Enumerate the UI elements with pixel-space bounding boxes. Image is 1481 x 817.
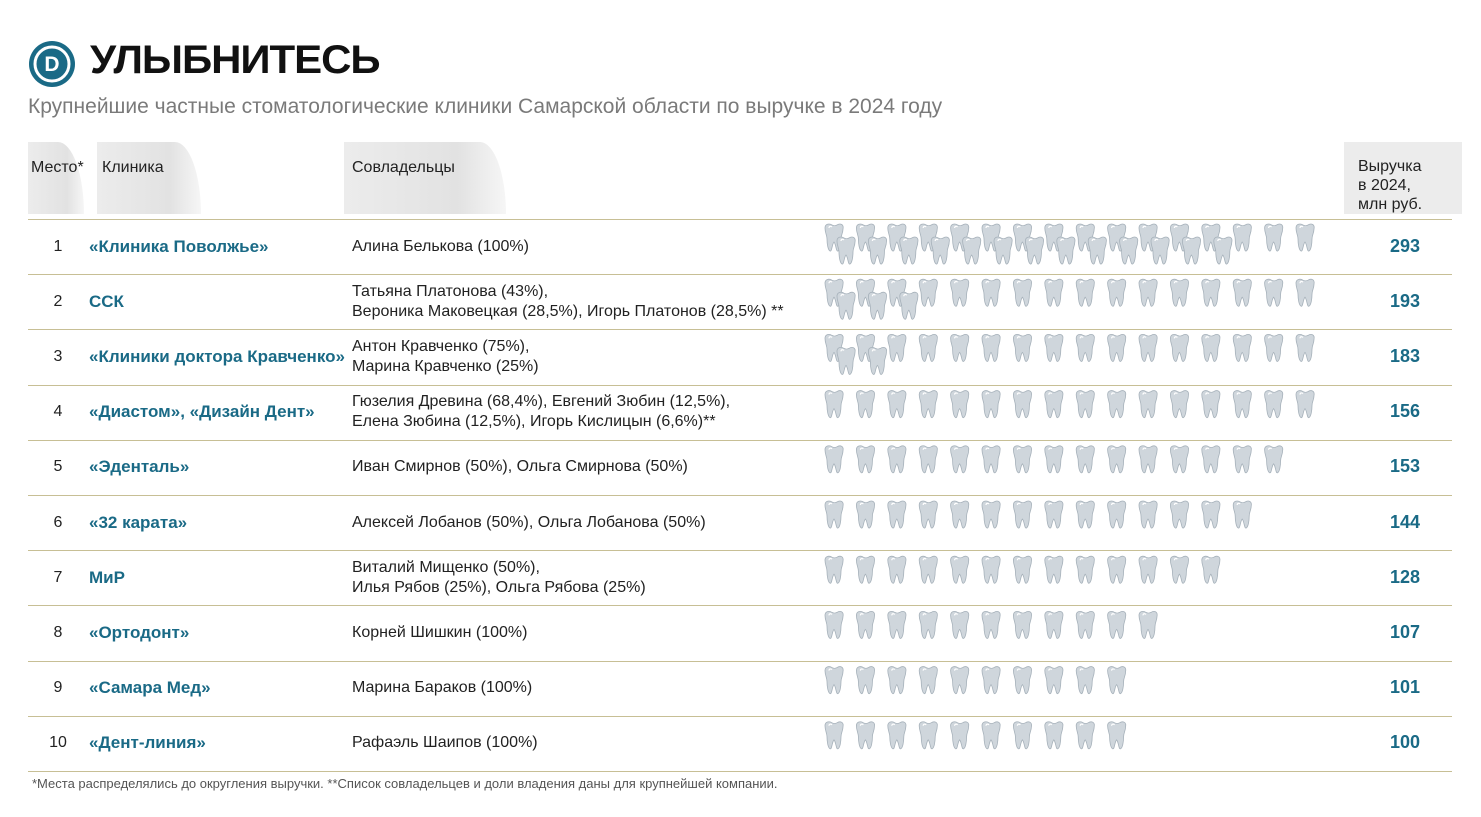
tooth-icon	[951, 279, 969, 306]
tooth-icon	[888, 334, 906, 361]
tooth-icon	[919, 446, 937, 473]
tooth-icon	[868, 347, 886, 374]
tooth-icon	[1170, 501, 1188, 528]
tooth-icon	[1202, 446, 1220, 473]
tooth-icon	[1170, 279, 1188, 306]
tooth-icon	[1013, 667, 1031, 694]
tooth-icon	[1013, 611, 1031, 638]
tooth-icon	[919, 334, 937, 361]
tooth-icon	[1013, 391, 1031, 418]
tooth-icon	[1045, 334, 1063, 361]
footnote: *Места распределялись до округления выручки. **Список совладельцев и доли владения даны для крупнейшей компании.	[32, 776, 778, 791]
tooth-icon	[1233, 501, 1251, 528]
tooth-icon	[888, 667, 906, 694]
owner-line: Рафаэль Шаипов (100%)	[352, 734, 538, 752]
tooth-icon	[868, 237, 886, 264]
tooth-icon	[919, 667, 937, 694]
column-header-place: Место*	[31, 159, 84, 176]
row-revenue-value: 128	[1389, 566, 1420, 587]
tooth-icon	[951, 334, 969, 361]
row-place: 5	[53, 458, 63, 476]
tooth-icon	[888, 556, 906, 583]
column-header-clinic: Клиника	[102, 159, 164, 176]
row-place: 9	[53, 679, 63, 697]
tooth-icon	[1151, 237, 1169, 264]
tooth-icon	[1202, 334, 1220, 361]
row-revenue-value: 193	[1389, 290, 1420, 311]
column-header-revenue: Выручка в 2024, млн руб.	[1358, 158, 1423, 213]
row-revenue-value: 107	[1389, 622, 1420, 642]
tooth-icon	[888, 391, 906, 418]
owner-line: Гюзелия Древина (68,4%), Евгений Зюбин (12,5%),	[352, 393, 731, 411]
owner-line: Елена Зюбина (12,5%), Игорь Кислицын (6,6%)**	[352, 413, 716, 431]
tooth-icon	[1202, 391, 1220, 418]
tooth-icon	[888, 722, 906, 749]
tooth-icon	[1108, 391, 1126, 418]
tooth-icon	[1296, 391, 1314, 418]
tooth-icon	[1202, 556, 1220, 583]
page-subtitle: Крупнейшие частные стоматологические клиники Самарской области по выручке в 2024 году	[28, 95, 943, 118]
tooth-icon	[868, 292, 886, 319]
tooth-icon	[1076, 556, 1094, 583]
tooth-icon	[1139, 611, 1157, 638]
column-header-owners: Совладельцы	[352, 159, 455, 176]
row-revenue-value: 153	[1389, 456, 1420, 477]
row-revenue-value: 293	[1389, 235, 1420, 256]
tooth-icon	[919, 501, 937, 528]
tooth-icon	[919, 279, 937, 306]
tooth-icon	[825, 391, 843, 418]
tooth-icon	[951, 556, 969, 583]
tooth-icon	[888, 611, 906, 638]
tooth-icon	[1108, 334, 1126, 361]
row-clinic: «32 карата»	[89, 512, 188, 532]
tooth-icon	[1120, 237, 1138, 264]
tooth-icon	[1139, 334, 1157, 361]
tooth-icon	[1013, 556, 1031, 583]
tooth-icon	[1170, 556, 1188, 583]
tooth-icon	[900, 292, 918, 319]
tooth-icon	[837, 347, 855, 374]
tooth-icon	[919, 556, 937, 583]
tooth-icon	[856, 446, 874, 473]
tooth-icon	[1170, 334, 1188, 361]
row-clinic: «Дент-линия»	[89, 733, 206, 753]
tooth-icon	[919, 391, 937, 418]
tooth-icon	[1108, 611, 1126, 638]
tooth-icon	[1296, 224, 1314, 251]
tooth-icon	[1013, 501, 1031, 528]
row-clinic: «Самара Мед»	[89, 678, 211, 698]
tooth-icon	[1139, 279, 1157, 306]
row-revenue-value: 101	[1389, 677, 1420, 698]
tooth-icon	[1296, 334, 1314, 361]
tooth-icon	[951, 391, 969, 418]
owner-line: Марина Бараков (100%)	[352, 679, 533, 697]
tooth-icon	[1108, 279, 1126, 306]
tooth-icon	[1045, 611, 1063, 638]
tooth-icon	[1108, 722, 1126, 749]
tooth-icon	[951, 667, 969, 694]
tooth-icon	[1108, 667, 1126, 694]
tooth-icon	[1265, 391, 1283, 418]
tooth-icon	[1057, 237, 1075, 264]
tooth-icon	[1170, 446, 1188, 473]
tooth-icon	[994, 237, 1012, 264]
tooth-icon	[982, 279, 1000, 306]
tooth-icon	[1045, 279, 1063, 306]
row-revenue-value: 183	[1389, 346, 1420, 366]
row-place: 4	[53, 403, 63, 421]
tooth-icon	[837, 237, 855, 264]
row-place: 7	[53, 568, 63, 586]
tooth-icon	[1202, 501, 1220, 528]
owner-line: Алина Белькова (100%)	[352, 237, 529, 255]
row-revenue-value: 100	[1389, 732, 1420, 753]
tooth-icon	[1202, 279, 1220, 306]
tooth-icon	[1045, 446, 1063, 473]
tooth-icon	[963, 237, 981, 264]
tooth-icon	[856, 722, 874, 749]
row-clinic: «Клиники доктора Кравченко»	[89, 347, 345, 366]
row-clinic: «Клиника Поволжье»	[89, 236, 269, 256]
tooth-icon	[1108, 446, 1126, 473]
tooth-icon	[982, 334, 1000, 361]
tooth-icon	[1088, 237, 1106, 264]
tooth-icon	[982, 556, 1000, 583]
row-place: 1	[53, 237, 63, 255]
tooth-icon	[1076, 446, 1094, 473]
tooth-icon	[1076, 501, 1094, 528]
tooth-icon	[825, 611, 843, 638]
row-revenue-value: 156	[1389, 401, 1420, 422]
tooth-icon	[1045, 556, 1063, 583]
tooth-icon	[1265, 446, 1283, 473]
tooth-icon	[919, 722, 937, 749]
tooth-icon	[888, 501, 906, 528]
tooth-icon	[856, 501, 874, 528]
tooth-icon	[1045, 722, 1063, 749]
row-place: 10	[49, 734, 67, 752]
owner-line: Илья Рябов (25%), Ольга Рябова (25%)	[352, 578, 646, 596]
row-place: 6	[53, 513, 63, 531]
tooth-icon	[982, 667, 1000, 694]
tooth-icon	[1233, 391, 1251, 418]
tooth-icon	[825, 556, 843, 583]
owner-line: Иван Смирнов (50%), Ольга Смирнова (50%)	[352, 458, 688, 476]
row-place: 8	[53, 624, 63, 641]
tooth-icon	[1265, 334, 1283, 361]
tooth-icon	[1076, 722, 1094, 749]
tooth-icon	[1265, 279, 1283, 306]
row-clinic: МиР	[89, 567, 125, 587]
tooth-icon	[856, 556, 874, 583]
row-clinic: ССК	[89, 291, 124, 311]
tooth-icon	[1076, 334, 1094, 361]
tooth-icon	[900, 237, 918, 264]
tooth-icon	[1076, 279, 1094, 306]
tooth-icon	[1233, 279, 1251, 306]
tooth-icon	[1233, 446, 1251, 473]
tooth-icon	[1139, 556, 1157, 583]
tooth-icon	[856, 667, 874, 694]
tooth-icon	[888, 446, 906, 473]
tooth-icon	[1013, 279, 1031, 306]
tooth-icon	[1170, 391, 1188, 418]
tooth-icon	[1045, 667, 1063, 694]
tooth-icon	[1076, 611, 1094, 638]
tooth-icon	[1045, 391, 1063, 418]
tooth-icon	[1296, 279, 1314, 306]
tooth-icon	[982, 446, 1000, 473]
row-place: 2	[53, 292, 63, 310]
tooth-icon	[825, 667, 843, 694]
tooth-icon	[1139, 446, 1157, 473]
tooth-icon	[1233, 224, 1251, 251]
owner-line: Алексей Лобанов (50%), Ольга Лобанова (50%)	[352, 513, 706, 531]
owner-line: Антон Кравченко (75%),	[352, 338, 530, 355]
tooth-icon	[825, 722, 843, 749]
row-revenue-value: 144	[1389, 511, 1420, 532]
tooth-icon	[1139, 501, 1157, 528]
tooth-icon	[1182, 237, 1200, 264]
tooth-icon	[951, 446, 969, 473]
tooth-icon	[919, 611, 937, 638]
tooth-icon	[1045, 501, 1063, 528]
row-place: 3	[53, 348, 63, 365]
tooth-icon	[982, 722, 1000, 749]
tooth-icon	[951, 722, 969, 749]
tooth-icon	[1013, 446, 1031, 473]
tooth-icon	[982, 501, 1000, 528]
tooth-icon	[982, 391, 1000, 418]
tooth-icon	[1013, 334, 1031, 361]
tooth-icon	[1139, 391, 1157, 418]
tooth-icon	[1025, 237, 1043, 264]
row-clinic: «Эденталь»	[89, 457, 190, 477]
tooth-icon	[837, 292, 855, 319]
tooth-icon	[856, 391, 874, 418]
owner-line: Виталий Мищенко (50%),	[352, 558, 540, 576]
tooth-icon	[856, 611, 874, 638]
owner-line: Корней Шишкин (100%)	[352, 624, 528, 641]
tooth-icon	[1108, 501, 1126, 528]
tooth-icon	[1265, 224, 1283, 251]
tooth-icon	[951, 611, 969, 638]
row-clinic: «Ортодонт»	[89, 623, 190, 642]
tooth-icon	[1013, 722, 1031, 749]
tooth-icon	[1233, 334, 1251, 361]
tooth-icon	[1108, 556, 1126, 583]
logo-letter: D	[44, 53, 60, 76]
tooth-icon	[825, 501, 843, 528]
tooth-icon	[1214, 237, 1232, 264]
tooth-icon	[1076, 391, 1094, 418]
tooth-icon	[982, 611, 1000, 638]
tooth-icon	[951, 501, 969, 528]
owner-line: Вероника Маковецкая (28,5%), Игорь Платонов (28,5%) **	[352, 302, 784, 320]
tooth-icon	[1076, 667, 1094, 694]
owner-line: Марина Кравченко (25%)	[352, 358, 539, 375]
row-clinic: «Диастом», «Дизайн Дент»	[89, 402, 315, 422]
tooth-icon	[825, 446, 843, 473]
page-title: УЛЫБНИТЕСЬ	[90, 38, 380, 82]
tooth-icon	[931, 237, 949, 264]
owner-line: Татьяна Платонова (43%),	[352, 282, 549, 300]
